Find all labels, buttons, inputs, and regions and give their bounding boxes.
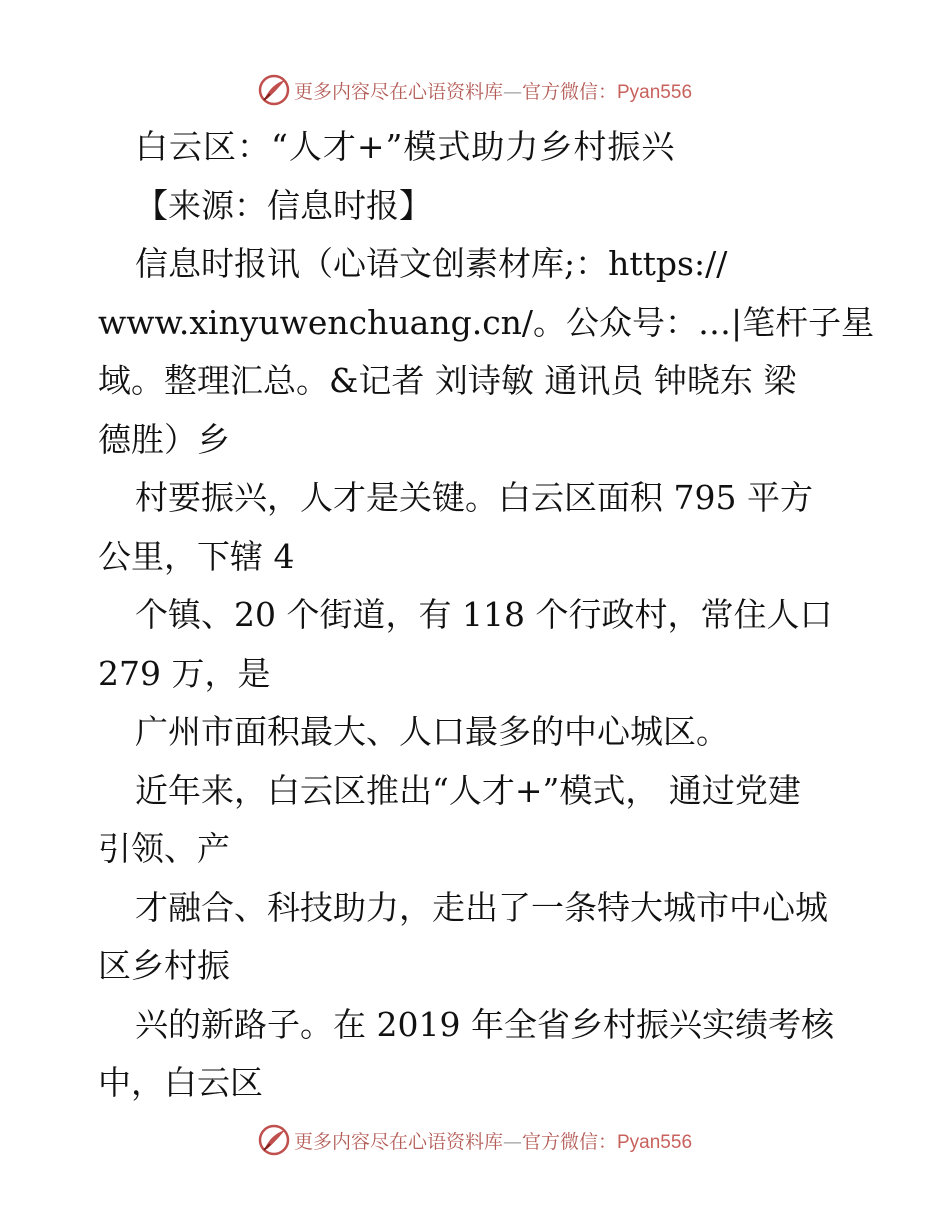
paragraph-line: 德胜）乡 [98,419,230,459]
paragraph-line: 中，白云区 [98,1063,263,1102]
source-line: 【来源：信息时报】 [135,185,432,225]
feather-pen-logo-icon [258,1124,290,1156]
banner-wechat-handle: Pyan556 [617,81,693,103]
banner-text [294,77,692,104]
paragraph-line: 村要振兴，人才是关键。白云区面积 795 平方 [135,478,813,517]
paragraph-line: 引领、产 [98,829,230,868]
paragraph-line: 才融合、科技助力，走出了一条特大城市中心城 [135,887,828,927]
document-body [98,118,875,1113]
paragraph-line: 域。整理汇总。&记者 刘诗敏 通讯员 钟晓东 梁 [98,361,797,400]
banner-wechat-label: 官方微信： [521,1130,617,1153]
paragraph-line: 近年来，白云区推出“人才+”模式， 通过党建 [135,770,801,810]
header-banner [0,70,950,110]
footer-banner [0,1120,950,1160]
paragraph-line: 信息时报讯（心语文创素材库;：https:// [135,244,728,283]
paragraph-line: 区乡村振 [98,946,230,985]
document-title: 白云区：“人才+”模式助力乡村振兴 [135,127,676,166]
banner-text [294,1127,692,1154]
paragraph-line: www.xinyuwenchuang.cn/。公众号：…|笔杆子星 [98,302,875,342]
banner-main-text: 更多内容尽在心语资料库 [293,1130,503,1153]
banner-separator: — [502,1130,522,1153]
paragraph-line: 公里，下辖 4 [98,536,295,576]
paragraph-line: 279 万，是 [98,653,271,693]
feather-pen-logo-icon [258,74,290,106]
banner-wechat-label: 官方微信： [521,80,617,103]
paragraph-line: 广州市面积最大、人口最多的中心城区。 [135,712,729,751]
banner-separator: — [502,80,522,103]
banner-main-text: 更多内容尽在心语资料库 [293,80,503,103]
paragraph-line: 兴的新路子。在 2019 年全省乡村振兴实绩考核 [135,1004,834,1044]
paragraph-line: 个镇、20 个街道，有 118 个行政村，常住人口 [135,595,833,634]
banner-wechat-handle: Pyan556 [617,1131,693,1153]
